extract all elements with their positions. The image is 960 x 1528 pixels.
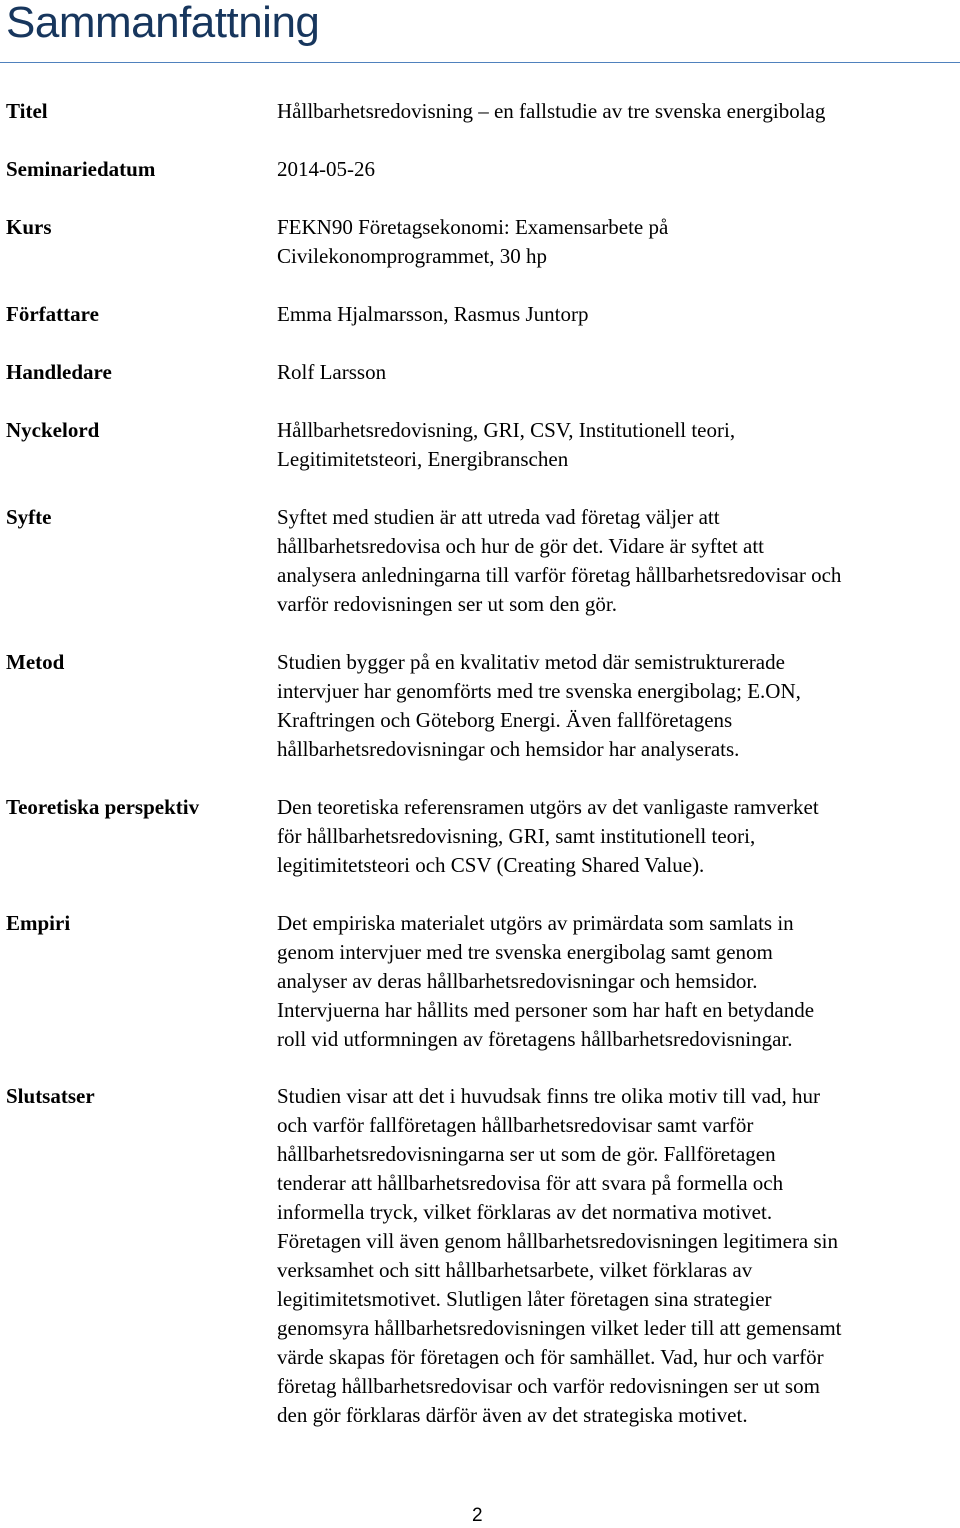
value-line: tenderar att hållbarhetsredovisa för att svara på formella och bbox=[277, 1171, 784, 1195]
value-line: Rolf Larsson bbox=[277, 360, 387, 384]
field-value-nyckelord bbox=[277, 416, 957, 474]
value-line: 2014-05-26 bbox=[277, 157, 375, 181]
value-line: informella tryck, vilket förklaras av det normativa motivet. bbox=[277, 1200, 773, 1224]
page-title: Sammanfattning bbox=[6, 0, 320, 47]
value-line: legitimitetsteori och CSV (Creating Shared Value). bbox=[277, 853, 705, 877]
field-label-seminariedatum: Seminariedatum bbox=[6, 157, 156, 181]
value-line: hållbarhetsredovisningar och hemsidor har analyserats. bbox=[277, 737, 740, 761]
value-line: Intervjuerna har hållits med personer som har haft en betydande bbox=[277, 998, 815, 1022]
value-line: analyser av deras hållbarhetsredovisningar och hemsidor. bbox=[277, 969, 758, 993]
field-label-titel: Titel bbox=[6, 99, 48, 123]
field-label-nyckelord: Nyckelord bbox=[6, 418, 100, 442]
value-line: Emma Hjalmarsson, Rasmus Juntorp bbox=[277, 302, 589, 326]
value-line: Det empiriska materialet utgörs av primärdata som samlats in bbox=[277, 911, 794, 935]
value-line: genom intervjuer med tre svenska energibolag samt genom bbox=[277, 940, 773, 964]
field-label-metod: Metod bbox=[6, 650, 65, 674]
value-line: intervjuer har genomförts med tre svenska energibolag; E.ON, bbox=[277, 679, 801, 703]
value-line: verksamhet och sitt hållbarhetsarbete, vilket förklaras av bbox=[277, 1258, 753, 1282]
value-line: Studien visar att det i huvudsak finns tre olika motiv till vad, hur bbox=[277, 1084, 821, 1108]
field-label-syfte: Syfte bbox=[6, 505, 52, 529]
field-label-kurs: Kurs bbox=[6, 215, 52, 239]
value-line: Kraftringen och Göteborg Energi. Även fallföretagens bbox=[277, 708, 733, 732]
value-line: hållbarhetsredovisa och hur de gör det. Vidare är syftet att bbox=[277, 534, 765, 558]
value-line: Syftet med studien är att utreda vad företag väljer att bbox=[277, 505, 720, 529]
page-number: 2 bbox=[472, 1505, 483, 1526]
field-label-forfattare: Författare bbox=[6, 302, 99, 326]
field-value-titel bbox=[277, 97, 957, 126]
value-line: roll vid utformningen av företagens hållbarhetsredovisningar. bbox=[277, 1027, 793, 1051]
value-line: Den teoretiska referensramen utgörs av det vanligaste ramverket bbox=[277, 795, 819, 819]
field-value-slutsatser bbox=[277, 1082, 957, 1430]
value-line: genomsyra hållbarhetsredovisningen vilket leder till att gemensamt bbox=[277, 1316, 842, 1340]
field-value-metod bbox=[277, 648, 957, 764]
field-value-forfattare bbox=[277, 300, 957, 329]
field-label-empiri: Empiri bbox=[6, 911, 71, 935]
field-value-handledare bbox=[277, 358, 957, 387]
value-line: och varför fallföretagen hållbarhetsredovisar samt varför bbox=[277, 1113, 754, 1137]
value-line: för hållbarhetsredovisning, GRI, samt institutionell teori, bbox=[277, 824, 756, 848]
field-label-handledare: Handledare bbox=[6, 360, 112, 384]
value-line: Företagen vill även genom hållbarhetsredovisningen legitimera sin bbox=[277, 1229, 839, 1253]
value-line: legitimitetsmotivet. Slutligen låter företagen sina strategier bbox=[277, 1287, 772, 1311]
field-value-syfte bbox=[277, 503, 957, 619]
field-label-teoretiska-perspektiv: Teoretiska perspektiv bbox=[6, 795, 200, 819]
value-line: Legitimitetsteori, Energibranschen bbox=[277, 447, 569, 471]
field-value-teoretiska-perspektiv bbox=[277, 793, 957, 880]
value-line: värde skapas för företagen och för samhället. Vad, hur och varför bbox=[277, 1345, 824, 1369]
field-label-slutsatser: Slutsatser bbox=[6, 1084, 95, 1108]
value-line: hållbarhetsredovisningarna ser ut som de gör. Fallföretagen bbox=[277, 1142, 776, 1166]
value-line: varför redovisningen ser ut som den gör. bbox=[277, 592, 618, 616]
value-line: Studien bygger på en kvalitativ metod där semistrukturerade bbox=[277, 650, 785, 674]
field-value-seminariedatum bbox=[277, 155, 957, 184]
value-line: Hållbarhetsredovisning – en fallstudie av tre svenska energibolag bbox=[277, 99, 826, 123]
value-line: företag hållbarhetsredovisar och varför redovisningen ser ut som bbox=[277, 1374, 820, 1398]
value-line: den gör förklaras därför även av det strategiska motivet. bbox=[277, 1403, 748, 1427]
field-value-kurs bbox=[277, 213, 957, 271]
value-line: analysera anledningarna till varför företag hållbarhetsredovisar och bbox=[277, 563, 842, 587]
value-line: FEKN90 Företagsekonomi: Examensarbete på bbox=[277, 215, 669, 239]
field-value-empiri bbox=[277, 909, 957, 1054]
value-line: Hållbarhetsredovisning, GRI, CSV, Institutionell teori, bbox=[277, 418, 736, 442]
value-line: Civilekonomprogrammet, 30 hp bbox=[277, 244, 548, 268]
